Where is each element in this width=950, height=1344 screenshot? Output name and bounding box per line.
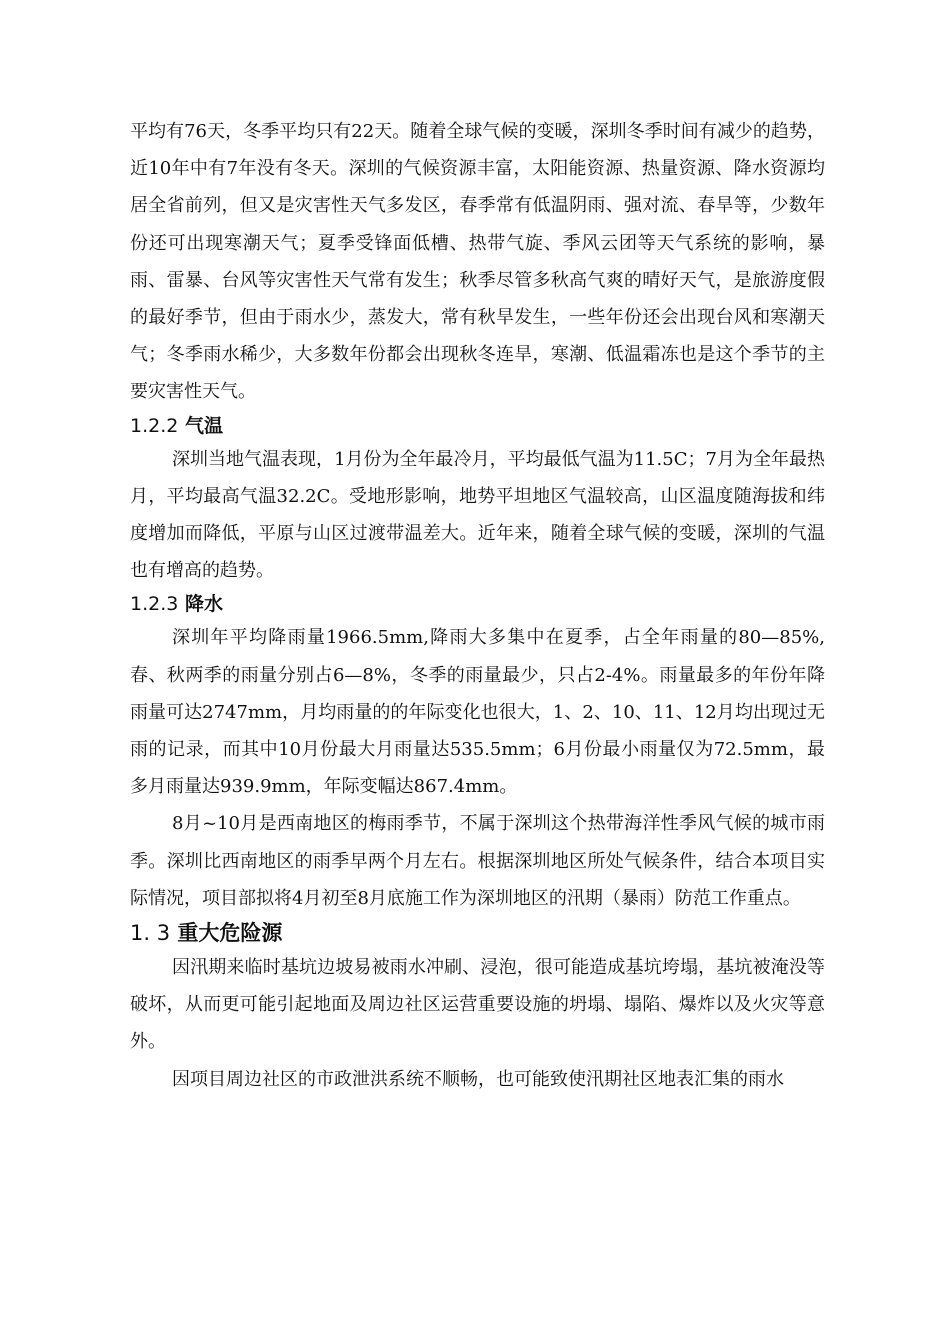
- hazard-paragraph-2: 因项目周边社区的市政泄洪系统不顺畅，也可能致使汛期社区地表汇集的雨水: [172, 1068, 784, 1090]
- climate-paragraph: 平均有76天，冬季平均只有22天。随着全球气候的变暖，深圳冬季时间有减少的趋势，近10年中有7年没有冬天。深圳的气候资源丰富，太阳能资源、热量资源、降水资源均居全省前列，但又是灾害性天气多发区，春季常有低温阴雨、强对流、春旱等，少数年份还可出现寒潮天气；夏季受锋面低槽、热带气旋、季风云团等天气系统的影响，暴雨、雷暴、台风等灾害性天气常有发生；秋季尽管多秋高气爽的晴好天气，是旅游度假的最好季节，但由于雨水少，蒸发大，常有秋旱发生，一些年份还会出现台风和寒潮天气；冬季雨水稀少，大多数年份都会出现秋冬连旱，寒潮、低温霜冻也是这个季节的主要灾害性天气。: [130, 121, 825, 403]
- section-heading-temperature: [130, 411, 825, 441]
- temperature-paragraph: 深圳当地气温表现，1月份为全年最冷月，平均最低气温为11.5C；7月为全年最热月，平均最高气温32.2C。受地形影响，地势平坦地区气温较高，山区温度随海拔和纬度增加而降低，平原与山区过渡带温差大。近年来，随着全球气候的变暖，深圳的气温也有增高的趋势。: [130, 448, 825, 582]
- section-number: 1. 3: [130, 921, 171, 946]
- precipitation-paragraph-2: 8月~10月是西南地区的梅雨季节，不属于深圳这个热带海洋性季风气候的城市雨季。深圳比西南地区的雨季早两个月左右。根据深圳地区所处气候条件，结合本项目实际情况，项目部拟将4月初至8月底施工作为深圳地区的汛期（暴雨）防范工作重点。: [130, 813, 825, 909]
- section-number: 1.2.3: [130, 593, 179, 616]
- section-title: 降水: [184, 593, 223, 616]
- section-number: 1.2.2: [130, 414, 179, 437]
- section-title: 重大危险源: [177, 921, 283, 946]
- precipitation-paragraph-1: 深圳年平均降雨量1966.5mm,降雨大多集中在夏季，占全年雨量的80—85%,春、秋两季的雨量分别占6—8%，冬季的雨量最少，只占2-4%。雨量最多的年份年降雨量可达2747mm，月均雨量的的年际变化也很大，1、2、10、11、12月均出现过无雨的记录，而其中10月份最大月雨量达535.5mm；6月份最小雨量仅为72.5mm，最多月雨量达939.9mm，年际变幅达867.4mm。: [130, 627, 825, 798]
- section-heading-major-hazards: [130, 917, 825, 949]
- hazard-paragraph-1: 因汛期来临时基坑边坡易被雨水冲刷、浸泡，很可能造成基坑垮塌，基坑被淹没等破坏，从而更可能引起地面及周边社区运营重要设施的坍塌、塌陷、爆炸以及火灾等意外。: [130, 957, 825, 1053]
- document-body: [130, 113, 825, 1098]
- section-title: 气温: [184, 414, 223, 437]
- section-heading-precipitation: [130, 589, 825, 619]
